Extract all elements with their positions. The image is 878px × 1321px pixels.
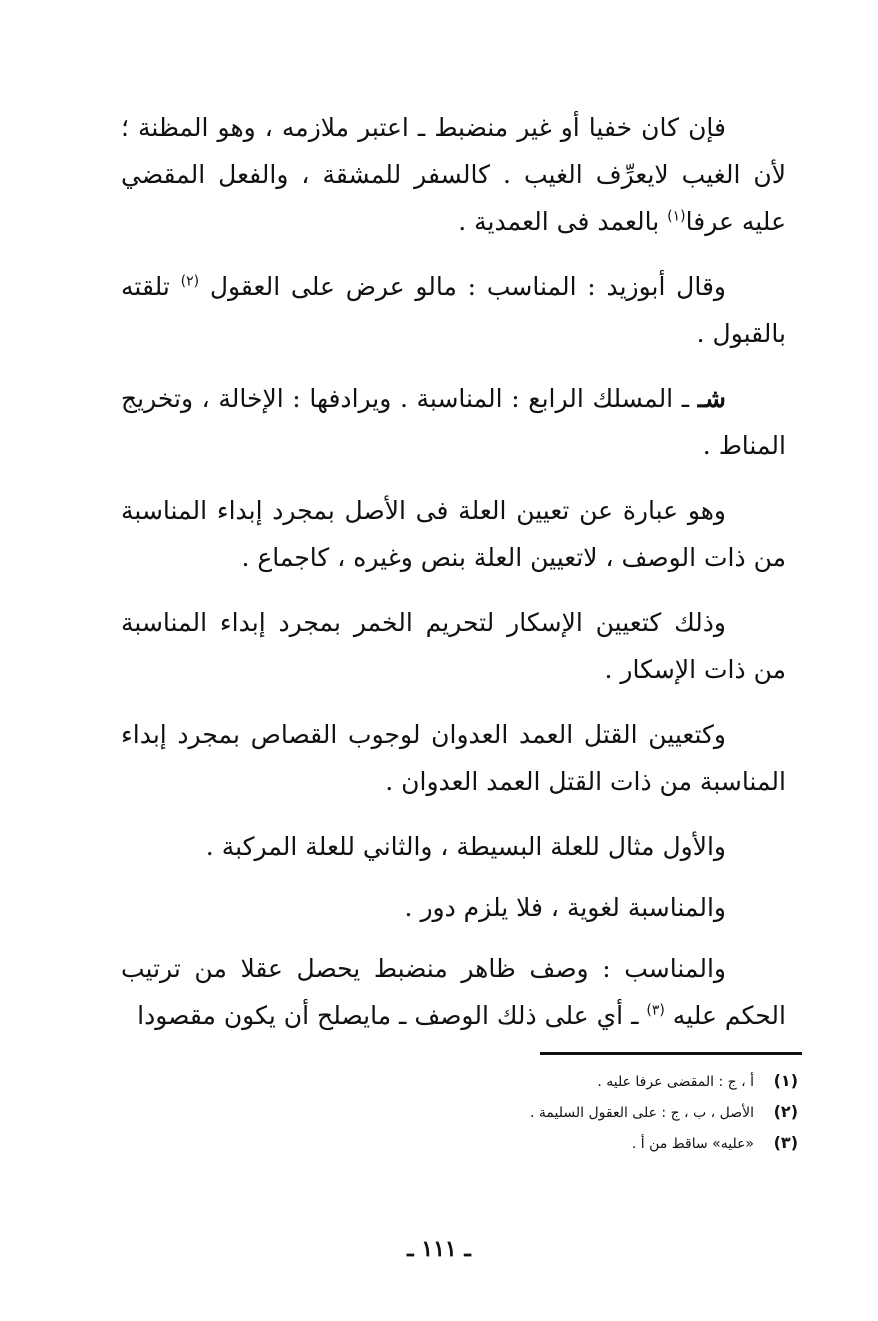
paragraph-text: وذلك كتعيين الإسكار لتحريم الخمر بمجرد إبداء المناسبة من ذات الإسكار . [121, 608, 786, 684]
paragraph-text: وقال أبوزيد : المناسب : مالو عرض على العقول [199, 272, 726, 301]
paragraph-text: وكتعيين القتل العمد العدوان لوجوب القصاص بمجرد إبداء المناسبة من ذات القتل العمد العدوان . [121, 720, 786, 796]
paragraph-2 [121, 263, 786, 357]
footnote-item [278, 1066, 798, 1097]
footnote-divider [540, 1052, 802, 1055]
paragraph-8 [121, 884, 786, 931]
paragraph-9 [121, 945, 786, 1039]
footnote-number: (٣) [773, 1133, 798, 1152]
page-number: ـ ١١١ ـ [407, 1236, 471, 1262]
footnote-text: «عليه» ساقط من أ . [631, 1136, 754, 1152]
footnote-ref[interactable]: (٣) [646, 1002, 665, 1019]
paragraph-7 [121, 823, 786, 870]
paragraph-text: وهو عبارة عن تعيين العلة فى الأصل بمجرد إبداء المناسبة من ذات الوصف ، لاتعيين العلة بنص وغيره ، كاجماع . [121, 496, 786, 572]
paragraph-1 [121, 104, 786, 245]
paragraph-text: والمناسب : وصف ظاهر منضبط يحصل عقلا من ترتيب الحكم عليه [121, 954, 786, 1030]
paragraph-6 [121, 711, 786, 805]
footnote-item [278, 1128, 798, 1159]
footnote-number: (١) [773, 1071, 798, 1090]
footnote-text: الأصل ، ب ، ج : على العقول السليمة . [530, 1105, 754, 1121]
footnote-ref[interactable]: (٢) [180, 273, 200, 290]
paragraph-text: فإن كان خفيا أو غير منضبط ـ اعتبر ملازمه ، وهو المظنة ؛ لأن الغيب لايعرِّف الغيب . كالسفر للمشقة ، والفعل المقضي عليه عرفا [121, 113, 786, 236]
main-text [121, 104, 786, 1057]
paragraph-text: ـ أي على ذلك الوصف ـ مايصلح أن يكون مقصودا [137, 1001, 647, 1030]
paragraph-text: ـ المسلك الرابع : المناسبة . ويرادفها : الإخالة ، وتخريج المناط . [121, 384, 786, 460]
paragraph-text: والأول مثال للعلة البسيطة ، والثاني للعلة المركبة . [205, 832, 726, 861]
footnote-number: (٢) [773, 1102, 798, 1121]
paragraph-3 [121, 375, 786, 469]
footnote-text: أ ، ج : المقضى عرفا عليه . [597, 1074, 754, 1090]
paragraph-text: والمناسبة لغوية ، فلا يلزم دور . [404, 893, 726, 922]
paragraph-text: تلقته بالقبول . [121, 272, 786, 348]
paragraph-text: بالعمد فى العمدية . [458, 207, 668, 236]
footnotes [278, 1066, 798, 1159]
commentary-marker: شـ [697, 384, 726, 413]
paragraph-4 [121, 487, 786, 581]
footnote-ref[interactable]: (١) [667, 208, 686, 225]
footnote-item [278, 1097, 798, 1128]
paragraph-5 [121, 599, 786, 693]
